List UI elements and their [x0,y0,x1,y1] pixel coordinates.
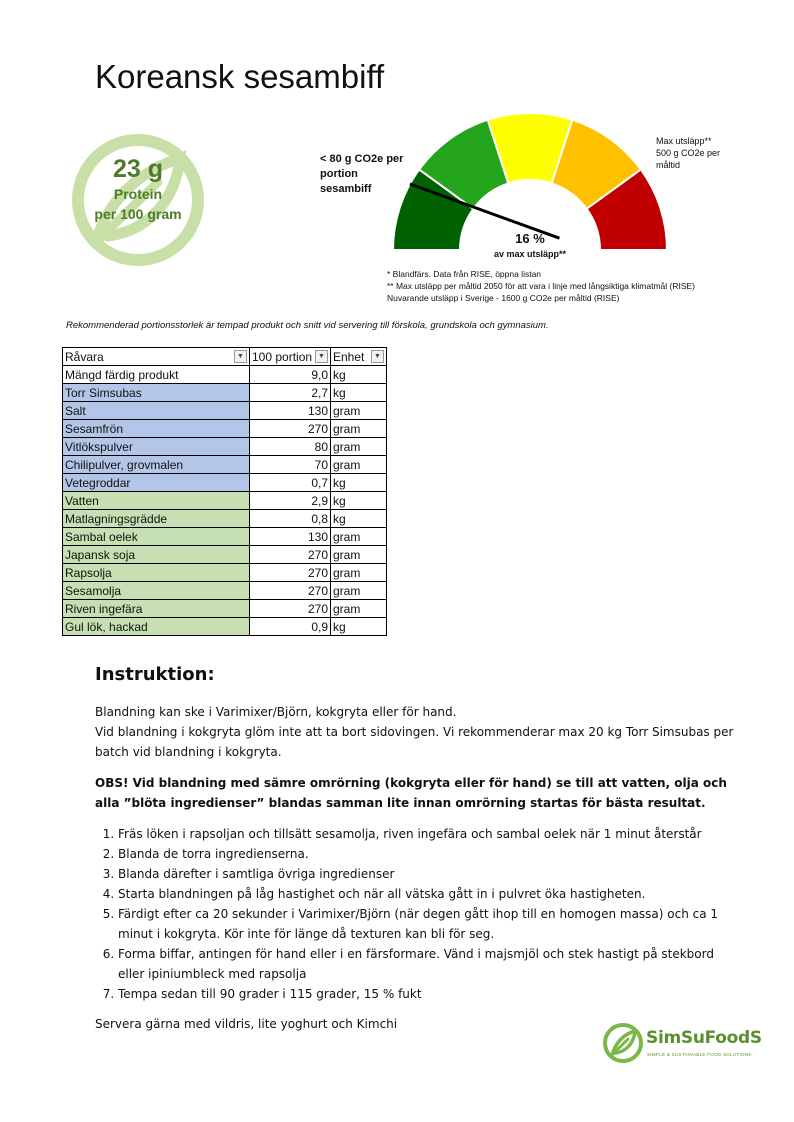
unit-cell[interactable]: gram [331,546,387,564]
quantity-cell[interactable]: 9,0 [250,366,331,384]
ingredient-cell[interactable]: Chilipulver, grovmalen [63,456,250,474]
unit-cell[interactable]: kg [331,492,387,510]
step-item: 4. Starta blandningen på låg hastighet och när all vätska gått in i pulvret öka hastigheten. [118,884,735,904]
quantity-cell[interactable]: 0,9 [250,618,331,636]
footnote: ** Max utsläpp per måltid 2050 för att vara i linje med långsiktiga klimatmål (RISE) [387,281,696,291]
ingredient-cell[interactable]: Riven ingefära [63,600,250,618]
ingredient-table [62,347,387,636]
intro-text: Vid blandning i kokgryta glöm inte att ta bort sidovingen. Vi rekommenderar max 20 kg Torr Simsubas per batch vid blandning i kokgryta. [95,725,734,759]
table-row [63,528,387,546]
page-title: Koreansk sesambiff [95,58,385,95]
step-item: 1. Fräs löken i rapsoljan och tillsätt sesamolja, riven ingefära och sambal oelek när 1 minut återstår [118,824,735,844]
gauge-right-label: Max utsläpp** 500 g CO2e per måltid [656,136,721,170]
portion-recommendation: Rekommenderad portionsstorlek är tempad produkt och snitt vid servering till förskola, grundskola och gymnasium. [66,320,549,331]
ingredient-cell[interactable]: Vetegroddar [63,474,250,492]
logo-tagline: SIMPLE & SUSTAINABLE FOOD SOLUTIONS [647,1052,752,1057]
protein-label: Protein [113,186,163,202]
column-header-quantity[interactable]: 100 portion ▼ [250,348,331,366]
unit-cell[interactable]: gram [331,600,387,618]
quantity-cell[interactable]: 0,7 [250,474,331,492]
ingredient-cell[interactable]: Rapsolja [63,564,250,582]
ingredient-cell[interactable]: Japansk soja [63,546,250,564]
obs-note: OBS! Vid blandning med sämre omrörning (kokgryta eller för hand) se till att vatten, olja och alla ”blöta ingredienser” blandas samman lite innan omrörning startas för bästa resultat. [95,776,727,810]
ingredient-cell[interactable]: Mängd färdig produkt [63,366,250,384]
ingredient-cell[interactable]: Sambal oelek [63,528,250,546]
unit-cell[interactable]: gram [331,564,387,582]
step-item: 6. Forma biffar, antingen för hand eller i en färsformare. Vänd i majsmjöl och stek hastigt på stekbord eller ipiniumbleck med rapsolja [118,944,735,984]
protein-unit: per 100 gram [94,206,182,222]
table-row [63,420,387,438]
ingredient-cell[interactable]: Torr Simsubas [63,384,250,402]
protein-amount: 23 g [112,155,164,183]
unit-cell[interactable]: kg [331,384,387,402]
table-row [63,546,387,564]
table-row [63,456,387,474]
quantity-cell[interactable]: 2,9 [250,492,331,510]
quantity-cell[interactable]: 130 [250,528,331,546]
filter-dropdown-icon[interactable]: ▼ [371,350,384,363]
quantity-cell[interactable]: 270 [250,564,331,582]
filter-dropdown-icon[interactable]: ▼ [234,350,247,363]
step-item: 2. Blanda de torra ingredienserna. [118,844,735,864]
ingredient-cell[interactable]: Vatten [63,492,250,510]
simsufoods-logo [602,1020,772,1068]
unit-cell[interactable]: kg [331,618,387,636]
table-row [63,564,387,582]
unit-cell[interactable]: gram [331,402,387,420]
quantity-cell[interactable]: 70 [250,456,331,474]
step-list [95,824,735,1004]
quantity-cell[interactable]: 270 [250,600,331,618]
gauge-percent: 16 % [515,231,545,246]
ingredient-cell[interactable]: Sesamfrön [63,420,250,438]
step-item: 3. Blanda därefter i samtliga övriga ingredienser [118,864,735,884]
gauge-left-label: < 80 g CO2e per portion sesambiff [320,153,404,195]
ingredient-cell[interactable]: Sesamolja [63,582,250,600]
table-row [63,582,387,600]
column-header-ingredient[interactable]: Råvara ▼ [63,348,250,366]
ingredient-cell[interactable]: Salt [63,402,250,420]
intro-text: Blandning kan ske i Varimixer/Björn, kokgryta eller för hand. [95,705,457,719]
table-row [63,474,387,492]
quantity-cell[interactable]: 270 [250,420,331,438]
table-header-row [63,348,387,366]
unit-cell[interactable]: gram [331,420,387,438]
leaf-logo-icon [602,1022,644,1064]
step-item: 7. Tempa sedan till 90 grader i 115 grader, 15 % fukt [118,984,735,1004]
quantity-cell[interactable]: 2,7 [250,384,331,402]
ingredient-cell[interactable]: Gul lök, hackad [63,618,250,636]
table-row [63,618,387,636]
protein-badge [68,130,208,270]
filter-dropdown-icon[interactable]: ▼ [315,350,328,363]
gauge-percent-sub: av max utsläpp** [493,249,567,259]
quantity-cell[interactable]: 80 [250,438,331,456]
footnote: Nuvarande utsläpp i Sverige - 1600 g CO2e per måltid (RISE) [387,293,620,303]
unit-cell[interactable]: kg [331,366,387,384]
instructions-heading: Instruktion: [95,664,215,685]
table-row [63,366,387,384]
unit-cell[interactable]: gram [331,582,387,600]
quantity-cell[interactable]: 0,8 [250,510,331,528]
table-row [63,402,387,420]
unit-cell[interactable]: kg [331,510,387,528]
quantity-cell[interactable]: 270 [250,546,331,564]
step-item: 5. Färdigt efter ca 20 sekunder i Varimixer/Björn (när degen gått ihop till en homogen massa) och ca 1 minut i kokgryta. Kör inte för länge då texturen kan bli för seg. [118,904,735,944]
table-row [63,510,387,528]
instructions-section [95,662,735,1034]
quantity-cell[interactable]: 130 [250,402,331,420]
unit-cell[interactable]: gram [331,456,387,474]
serving-suggestion: Servera gärna med vildris, lite yoghurt och Kimchi [95,1017,398,1031]
ingredient-cell[interactable]: Vitlökspulver [63,438,250,456]
unit-cell[interactable]: gram [331,528,387,546]
footnote: * Blandfärs. Data från RISE, öppna listan [387,269,542,279]
table-row [63,384,387,402]
gauge-footnotes [387,268,695,304]
unit-cell[interactable]: kg [331,474,387,492]
column-header-unit[interactable]: Enhet ▼ [331,348,387,366]
table-row [63,492,387,510]
unit-cell[interactable]: gram [331,438,387,456]
table-row [63,600,387,618]
table-row [63,438,387,456]
logo-name: SimSuFoodS [646,1028,762,1048]
quantity-cell[interactable]: 270 [250,582,331,600]
ingredient-cell[interactable]: Matlagningsgrädde [63,510,250,528]
